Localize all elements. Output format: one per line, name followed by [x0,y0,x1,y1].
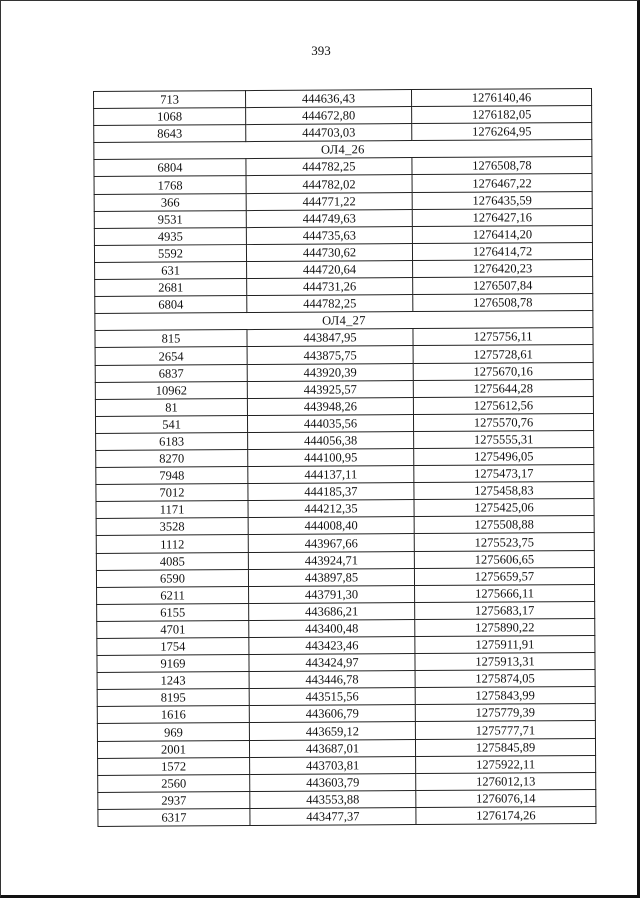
point-number-cell: 5592 [94,244,246,262]
x-coordinate-cell: 443703,81 [250,756,416,774]
y-coordinate-cell: 1275728,61 [413,345,593,363]
point-number-cell: 4085 [96,552,248,570]
x-coordinate-cell: 444720,64 [247,260,413,278]
point-number-cell: 1112 [96,535,248,553]
y-coordinate-cell: 1275683,17 [415,601,595,619]
x-coordinate-cell: 444212,35 [248,500,414,518]
y-coordinate-cell: 1275756,11 [413,328,593,346]
point-number-cell: 7948 [96,467,248,485]
x-coordinate-cell: 444636,43 [246,90,412,108]
x-coordinate-cell: 443515,56 [249,688,415,706]
x-coordinate-cell: 443423,46 [249,637,415,655]
x-coordinate-cell: 443553,88 [250,790,416,808]
point-number-cell: 4935 [94,227,246,245]
point-number-cell: 2654 [95,347,247,365]
y-coordinate-cell: 1275606,65 [414,550,594,568]
section-title: ОЛ4_27 [95,311,593,331]
y-coordinate-cell: 1275496,05 [414,447,594,465]
x-coordinate-cell: 443791,30 [249,585,415,603]
y-coordinate-cell: 1275523,75 [414,533,594,551]
point-number-cell: 1572 [98,757,250,775]
y-coordinate-cell: 1275425,06 [414,499,594,517]
y-coordinate-cell: 1275874,05 [415,670,595,688]
x-coordinate-cell: 443603,79 [250,773,416,791]
point-number-cell: 7012 [96,484,248,502]
point-number-cell: 6211 [97,586,249,604]
table-row [98,806,596,826]
y-coordinate-cell: 1276012,13 [416,772,596,790]
y-coordinate-cell: 1276435,59 [412,191,592,209]
x-coordinate-cell: 444782,25 [247,295,413,313]
point-number-cell: 969 [97,723,249,741]
section-title: ОЛ4_26 [94,140,592,160]
x-coordinate-cell: 444735,63 [246,226,412,244]
x-coordinate-cell: 443477,37 [250,807,416,825]
point-number-cell: 2681 [95,279,247,297]
x-coordinate-cell: 443400,48 [249,619,415,637]
y-coordinate-cell: 1275508,88 [414,516,594,534]
y-coordinate-cell: 1276467,22 [412,174,592,192]
point-number-cell: 631 [95,262,247,280]
x-coordinate-cell: 443687,01 [249,739,415,757]
y-coordinate-cell: 1275670,16 [413,362,593,380]
y-coordinate-cell: 1276182,05 [412,106,592,124]
x-coordinate-cell: 444672,80 [246,107,412,125]
point-number-cell: 2560 [98,774,250,792]
y-coordinate-cell: 1276508,78 [412,157,592,175]
x-coordinate-cell: 443659,12 [249,722,415,740]
coordinates-table [93,88,596,827]
x-coordinate-cell: 444771,22 [246,192,412,210]
point-number-cell: 9531 [94,210,246,228]
x-coordinate-cell: 443920,39 [247,363,413,381]
point-number-cell: 81 [95,398,247,416]
point-number-cell: 6804 [94,159,246,177]
point-number-cell: 2001 [97,740,249,758]
x-coordinate-cell: 444056,38 [248,431,414,449]
y-coordinate-cell: 1275913,31 [415,653,595,671]
x-coordinate-cell: 443924,71 [248,551,414,569]
y-coordinate-cell: 1275845,89 [415,738,595,756]
x-coordinate-cell: 443847,95 [247,329,413,347]
x-coordinate-cell: 443606,79 [249,705,415,723]
point-number-cell: 8270 [96,450,248,468]
point-number-cell: 2937 [98,791,250,809]
point-number-cell: 713 [94,91,246,109]
point-number-cell: 9169 [97,655,249,673]
x-coordinate-cell: 444782,02 [246,175,412,193]
x-coordinate-cell: 444008,40 [248,517,414,535]
y-coordinate-cell: 1275911,91 [415,635,595,653]
point-number-cell: 4701 [97,620,249,638]
y-coordinate-cell: 1275612,56 [413,396,593,414]
y-coordinate-cell: 1275922,11 [416,755,596,773]
y-coordinate-cell: 1275843,99 [415,687,595,705]
y-coordinate-cell: 1275555,31 [414,430,594,448]
x-coordinate-cell: 443446,78 [249,671,415,689]
y-coordinate-cell: 1276264,95 [412,123,592,141]
y-coordinate-cell: 1276507,84 [413,276,593,294]
x-coordinate-cell: 444185,37 [248,483,414,501]
x-coordinate-cell: 444730,62 [246,243,412,261]
y-coordinate-cell: 1276427,16 [412,208,592,226]
x-coordinate-cell: 443686,21 [249,602,415,620]
y-coordinate-cell: 1275890,22 [415,618,595,636]
point-number-cell: 6155 [97,603,249,621]
y-coordinate-cell: 1276420,23 [413,259,593,277]
y-coordinate-cell: 1275779,39 [415,704,595,722]
point-number-cell: 6837 [95,364,247,382]
point-number-cell: 3528 [96,518,248,536]
y-coordinate-cell: 1275659,57 [414,567,594,585]
x-coordinate-cell: 443948,26 [247,397,413,415]
point-number-cell: 6183 [96,432,248,450]
x-coordinate-cell: 443897,85 [248,568,414,586]
y-coordinate-cell: 1276140,46 [411,88,591,106]
y-coordinate-cell: 1275473,17 [414,465,594,483]
point-number-cell: 8195 [97,689,249,707]
x-coordinate-cell: 444137,11 [248,466,414,484]
y-coordinate-cell: 1275666,11 [415,584,595,602]
point-number-cell: 10962 [95,381,247,399]
y-coordinate-cell: 1275458,83 [414,482,594,500]
point-number-cell: 6590 [96,569,248,587]
coordinates-table-wrapper [93,88,595,827]
x-coordinate-cell: 443925,57 [247,380,413,398]
x-coordinate-cell: 443424,97 [249,654,415,672]
x-coordinate-cell: 444703,03 [246,124,412,142]
x-coordinate-cell: 444100,95 [248,449,414,467]
point-number-cell: 6317 [98,808,250,826]
y-coordinate-cell: 1276508,78 [413,294,593,312]
y-coordinate-cell: 1276414,20 [412,225,592,243]
x-coordinate-cell: 443967,66 [248,534,414,552]
point-number-cell: 8643 [94,125,246,143]
point-number-cell: 6804 [95,296,247,314]
y-coordinate-cell: 1276076,14 [416,789,596,807]
point-number-cell: 366 [94,193,246,211]
point-number-cell: 815 [95,330,247,348]
y-coordinate-cell: 1276174,26 [416,806,596,824]
x-coordinate-cell: 443875,75 [247,346,413,364]
y-coordinate-cell: 1275644,28 [413,379,593,397]
point-number-cell: 1768 [94,176,246,194]
x-coordinate-cell: 444749,63 [246,209,412,227]
page-number: 393 [311,43,331,58]
x-coordinate-cell: 444782,25 [246,158,412,176]
point-number-cell: 1754 [97,638,249,656]
x-coordinate-cell: 444731,26 [247,278,413,296]
coordinates-table-body [94,88,596,826]
y-coordinate-cell: 1276414,72 [412,242,592,260]
point-number-cell: 1068 [94,108,246,126]
point-number-cell: 1171 [96,501,248,519]
x-coordinate-cell: 444035,56 [247,414,413,432]
point-number-cell: 541 [95,415,247,433]
y-coordinate-cell: 1275777,71 [415,721,595,739]
point-number-cell: 1243 [97,672,249,690]
y-coordinate-cell: 1275570,76 [413,413,593,431]
point-number-cell: 1616 [97,706,249,724]
